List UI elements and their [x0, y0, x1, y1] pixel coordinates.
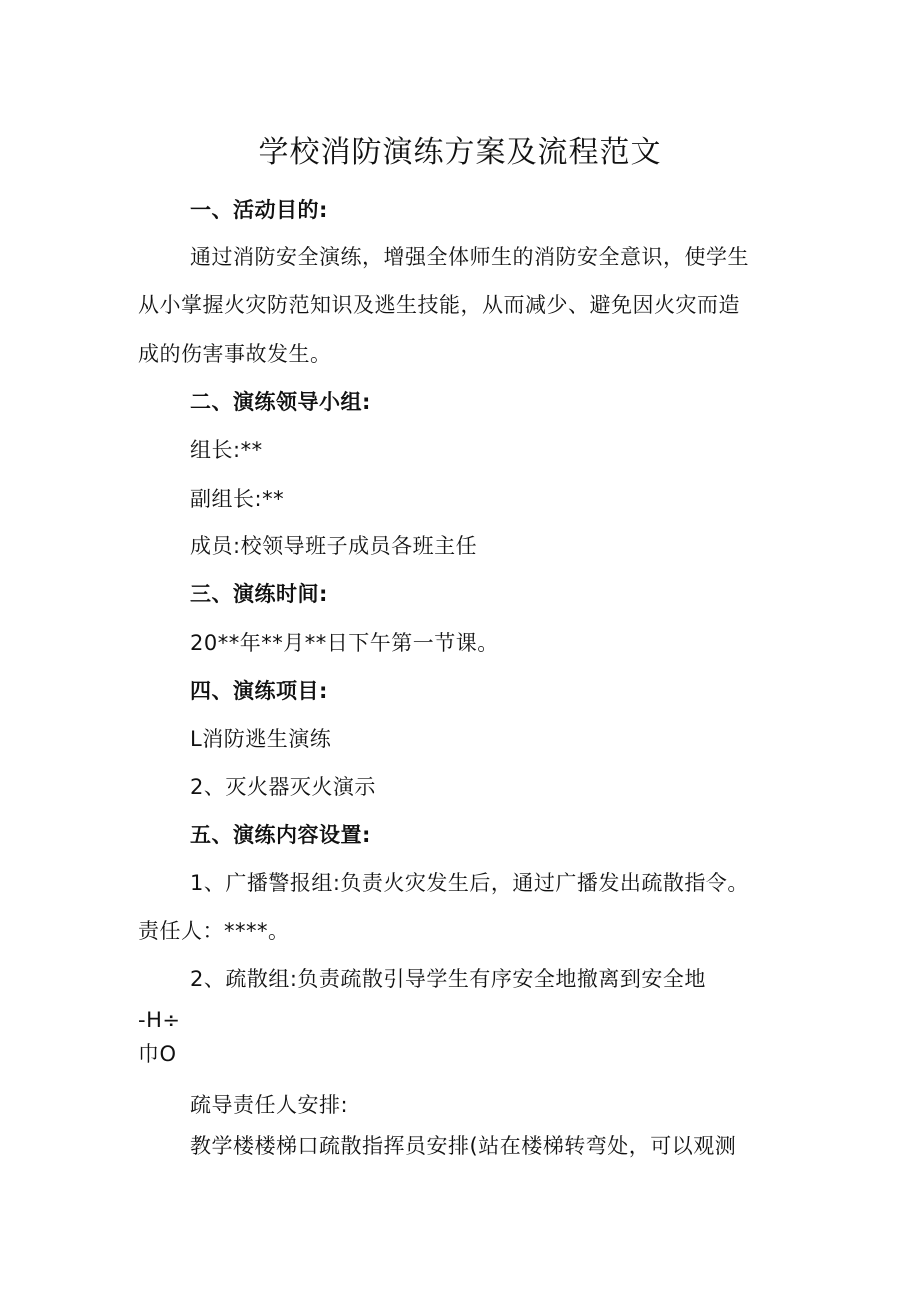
item-line: L消防逃生演练 — [190, 727, 332, 751]
section-heading-time: 三、演练时间: — [190, 582, 328, 606]
paragraph-line: 教学楼楼梯口疏散指挥员安排(站在楼梯转弯处，可以观测 — [190, 1134, 737, 1158]
time-line: 20**年**月**日下午第一节课。 — [190, 631, 499, 655]
document-title: 学校消防演练方案及流程范文 — [258, 135, 662, 170]
section-heading-content: 五、演练内容设置: — [190, 823, 371, 847]
paragraph-line: 从小掌握火灾防范知识及逃生技能，从而减少、避免因火灾而造 — [138, 293, 740, 317]
members-line: 成员:校领导班子成员各班主任 — [190, 534, 478, 558]
section-heading-leadership: 二、演练领导小组: — [190, 390, 371, 414]
item-line: 2、灭火器灭火演示 — [190, 775, 376, 799]
section-heading-purpose: 一、活动目的: — [190, 198, 328, 222]
paragraph-line: 通过消防安全演练，增强全体师生的消防安全意识，使学生 — [190, 245, 749, 269]
paragraph-line: 巾O — [138, 1042, 177, 1066]
paragraph-line: 1、广播警报组:负责火灾发生后，通过广播发出疏散指令。 — [190, 871, 749, 895]
paragraph-line: 2、疏散组:负责疏散引导学生有序安全地撤离到安全地 — [190, 967, 706, 991]
paragraph-line: -H÷ — [138, 1008, 181, 1032]
deputy-line: 副组长:** — [190, 487, 285, 511]
leader-line: 组长:** — [190, 438, 263, 462]
paragraph-line: 疏导责任人安排: — [190, 1093, 349, 1117]
paragraph-line: 成的伤害事故发生。 — [138, 342, 332, 366]
section-heading-items: 四、演练项目: — [190, 679, 328, 703]
paragraph-line: 责任人：****。 — [138, 919, 290, 943]
